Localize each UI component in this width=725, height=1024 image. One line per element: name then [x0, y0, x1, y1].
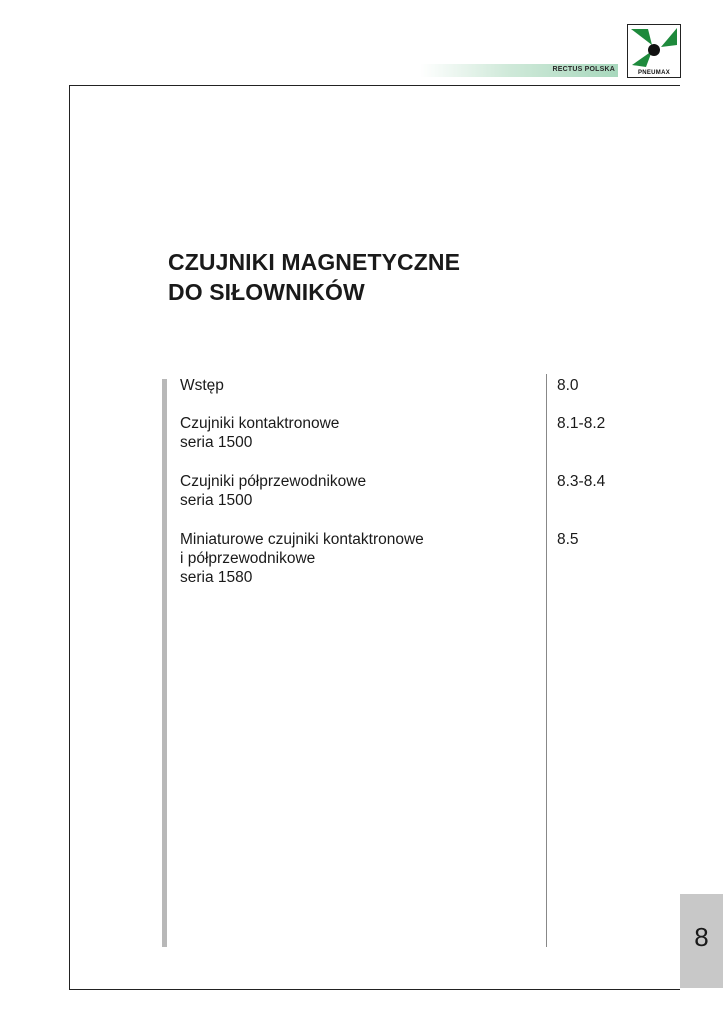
- toc-item-series: seria 1500: [180, 434, 253, 451]
- chapter-number: 8: [694, 922, 709, 952]
- toc-page-number: 8.0: [557, 377, 579, 394]
- title-line-1: CZUJNIKI MAGNETYCZNE: [168, 249, 461, 275]
- toc-item-series: seria 1500: [180, 492, 253, 509]
- title-line-2: DO SIŁOWNIKÓW: [168, 279, 365, 305]
- toc-item-label: Miniaturowe czujniki kontaktronowe: [180, 531, 424, 548]
- pneumax-logo: [627, 24, 681, 78]
- toc-item-label: Czujniki kontaktronowe: [180, 415, 340, 432]
- toc-page-number: 8.5: [557, 531, 579, 548]
- company-name: RECTUS POLSKA: [552, 66, 615, 73]
- chapter-tab: [680, 894, 723, 988]
- toc-item-label-cont: i półprzewodnikowe: [180, 550, 316, 567]
- toc-item-kontaktronowe: [180, 414, 520, 452]
- toc-page-number: 8.1-8.2: [557, 415, 606, 432]
- logo-text: PNEUMAX: [637, 70, 671, 76]
- toc-item-label: Wstęp: [180, 377, 224, 394]
- toc-item-wstep: [180, 376, 520, 395]
- toc-page-number: 8.3-8.4: [557, 473, 606, 490]
- page-title: [168, 247, 460, 307]
- toc-item-polprzewodnikowe: [180, 472, 520, 510]
- toc-divider-line: [546, 374, 547, 947]
- toc-item-miniaturowe: [180, 530, 520, 587]
- toc-item-series: seria 1580: [180, 569, 253, 586]
- toc-item-label: Czujniki półprzewodnikowe: [180, 473, 367, 490]
- logo-emblem-icon: [628, 25, 680, 69]
- toc-left-bar: [162, 379, 167, 947]
